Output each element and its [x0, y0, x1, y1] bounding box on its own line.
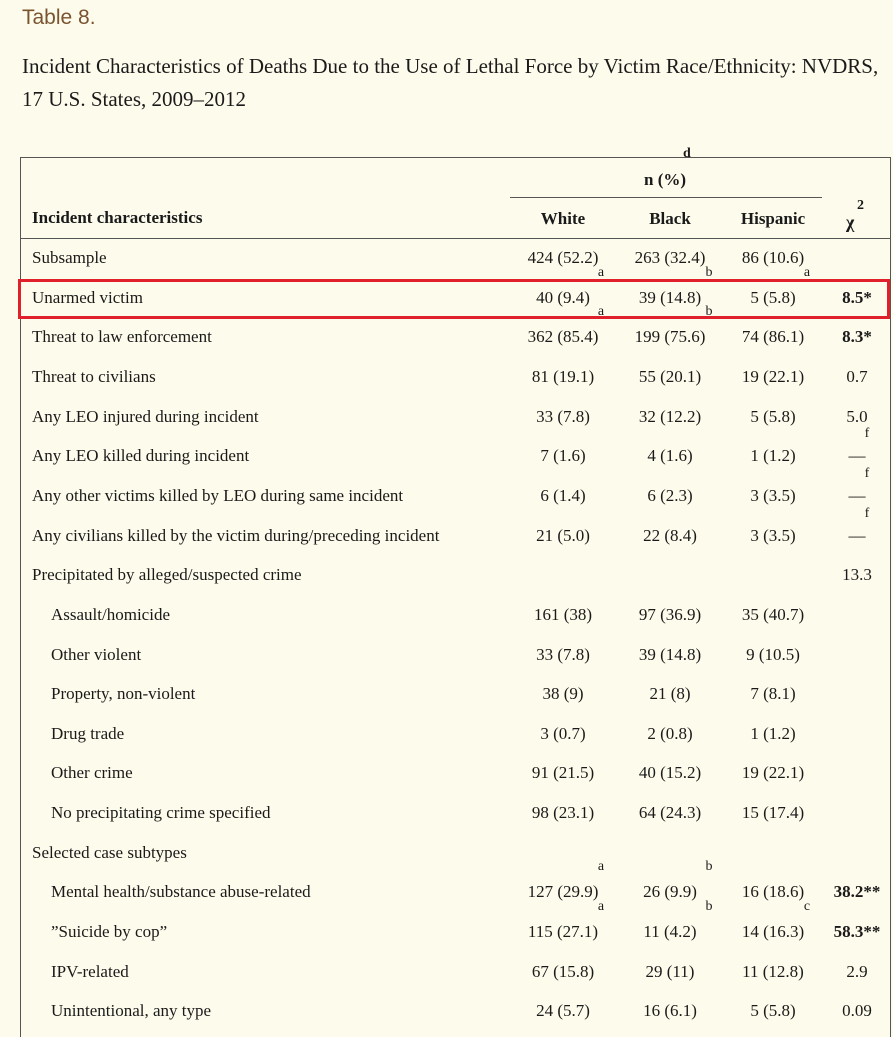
- header-rule: [20, 238, 891, 239]
- table-cell: 14 (16.3): [741, 922, 805, 942]
- table-cell: 11 (12.8): [742, 961, 804, 981]
- table-cell: 81 (19.1): [531, 366, 595, 386]
- row-label: ”Suicide by cop”: [51, 922, 168, 942]
- table-cell: 362 (85.4): [527, 327, 599, 347]
- group-header-sup: d: [683, 146, 691, 161]
- table-cell: 3 (3.5): [750, 525, 796, 545]
- row-label: Mental health/substance abuse-related: [51, 882, 311, 902]
- table-cell: 5 (5.8): [750, 406, 796, 426]
- superscript-mark: b: [705, 264, 713, 280]
- table-cell: 6 (1.4): [540, 485, 586, 505]
- row-label: Any LEO injured during incident: [32, 406, 259, 426]
- row-label: Threat to civilians: [32, 366, 156, 386]
- table-cell: 7 (1.6): [540, 446, 586, 466]
- table-cell: 97 (36.9): [638, 604, 702, 624]
- chi-square-value: 0.09: [842, 1001, 872, 1021]
- group-underline: [510, 197, 822, 198]
- row-label: Unarmed victim: [32, 287, 143, 307]
- table-cell: 127 (29.9): [527, 882, 599, 902]
- chi-footnote-mark: f: [864, 465, 870, 481]
- table-cell: 39 (14.8): [638, 287, 702, 307]
- table-cell: 19 (22.1): [741, 366, 805, 386]
- table-cell: 22 (8.4): [643, 525, 697, 545]
- row-label: Subsample: [32, 248, 107, 267]
- table-cell: 263 (32.4): [634, 248, 706, 267]
- superscript-mark: a: [597, 859, 605, 875]
- group-header: n (%): [643, 170, 687, 189]
- table-cell: 91 (21.5): [531, 763, 595, 783]
- superscript-mark: b: [705, 899, 713, 915]
- table-cell: 64 (24.3): [638, 803, 702, 823]
- col-header-white: White: [540, 209, 586, 228]
- table-cell: 38 (9): [542, 684, 584, 704]
- col-header-black: Black: [649, 209, 691, 228]
- superscript-mark: a: [803, 264, 811, 280]
- table-cell: 3 (3.5): [750, 485, 796, 505]
- table-cell: 98 (23.1): [531, 803, 595, 823]
- table-cell: 5 (5.8): [750, 1001, 796, 1021]
- row-label: Threat to law enforcement: [32, 327, 212, 347]
- table-cell: 6 (2.3): [647, 485, 693, 505]
- row-label: Other crime: [51, 763, 133, 783]
- row-label: Any civilians killed by the victim during/preceding incident: [32, 525, 440, 545]
- table-cell: 24 (5.7): [536, 1001, 590, 1021]
- superscript-mark: a: [597, 264, 605, 280]
- row-label: Other violent: [51, 644, 142, 664]
- row-label: Assault/homicide: [51, 604, 170, 624]
- table-cell: 11 (4.2): [643, 922, 697, 942]
- table-cell: 2 (0.8): [647, 723, 693, 743]
- row-label: Property, non-violent: [51, 684, 196, 704]
- chi-square-value: 0.7: [846, 366, 868, 386]
- table-cell: 21 (5.0): [536, 525, 590, 545]
- table-cell: 3 (0.7): [540, 723, 586, 743]
- chi-square-value: —: [848, 485, 866, 505]
- table-cell: 16 (18.6): [741, 882, 805, 902]
- row-label: Selected case subtypes: [32, 842, 187, 862]
- chi-square-value: 58.3**: [833, 922, 881, 942]
- table-cell: 4 (1.6): [647, 446, 693, 466]
- chi-square-value: —: [848, 446, 866, 466]
- highlight-box: [18, 279, 890, 319]
- table-cell: 5 (5.8): [750, 287, 796, 307]
- table-label: Table 8.: [22, 6, 96, 29]
- col-header-hispanic: Hispanic: [740, 209, 806, 228]
- table-cell: 67 (15.8): [531, 961, 595, 981]
- chi-square-value: 5.0: [846, 406, 868, 426]
- row-label: Any other victims killed by LEO during same incident: [32, 485, 404, 505]
- chi-footnote-mark: f: [864, 426, 870, 442]
- table-cell: 32 (12.2): [638, 406, 702, 426]
- row-label: Any LEO killed during incident: [32, 446, 250, 466]
- table-cell: 74 (86.1): [741, 327, 805, 347]
- table-cell: 33 (7.8): [536, 406, 590, 426]
- chi-square-value: 8.3*: [842, 327, 872, 347]
- row-label: IPV-related: [51, 961, 129, 981]
- chi-square-value: 8.5*: [842, 287, 872, 307]
- table-cell: 161 (38): [533, 604, 593, 624]
- table-cell: 26 (9.9): [643, 882, 697, 902]
- chi-footnote-mark: f: [864, 505, 870, 521]
- table-cell: 40 (9.4): [536, 287, 590, 307]
- table-cell: 424 (52.2): [527, 248, 599, 267]
- table-cell: 1 (1.2): [750, 446, 796, 466]
- superscript-mark: c: [803, 899, 811, 915]
- table-cell: 33 (7.8): [536, 644, 590, 664]
- chi-square-value: 38.2**: [833, 882, 881, 902]
- superscript-mark: a: [597, 899, 605, 915]
- table-cell: 29 (11): [645, 961, 695, 981]
- table-cell: 16 (6.1): [643, 1001, 697, 1021]
- table-cell: 19 (22.1): [741, 763, 805, 783]
- chi-square-value: —: [848, 525, 866, 545]
- chi-square-value: 2.9: [846, 961, 868, 981]
- table-cell: 1 (1.2): [750, 723, 796, 743]
- superscript-mark: b: [705, 859, 713, 875]
- table-cell: 21 (8): [649, 684, 691, 704]
- col-header-chi-sup: 2: [857, 198, 864, 213]
- chi-square-value: 13.3: [842, 565, 872, 585]
- table-cell: 7 (8.1): [750, 684, 796, 704]
- row-label: No precipitating crime specified: [51, 803, 271, 823]
- table-cell: 35 (40.7): [741, 604, 805, 624]
- table-cell: 40 (15.2): [638, 763, 702, 783]
- superscript-mark: b: [705, 304, 713, 320]
- table-caption: Incident Characteristics of Deaths Due to the Use of Lethal Force by Victim Race/Ethnicity: NVDRS, 17 U.S. States, 2009–2012: [22, 54, 879, 111]
- table-cell: 15 (17.4): [741, 803, 805, 823]
- table-cell: 199 (75.6): [634, 327, 706, 347]
- row-label: Precipitated by alleged/suspected crime: [32, 565, 302, 585]
- row-label: Drug trade: [51, 723, 125, 743]
- table-cell: 55 (20.1): [638, 366, 702, 386]
- row-header: Incident characteristics: [32, 208, 203, 227]
- table-cell: 39 (14.8): [638, 644, 702, 664]
- superscript-mark: a: [597, 304, 605, 320]
- table-cell: 86 (10.6): [741, 248, 805, 267]
- table-cell: 9 (10.5): [746, 644, 800, 664]
- col-header-chi: χ: [846, 212, 855, 232]
- table-cell: 115 (27.1): [527, 922, 599, 942]
- row-label: Unintentional, any type: [51, 1001, 212, 1021]
